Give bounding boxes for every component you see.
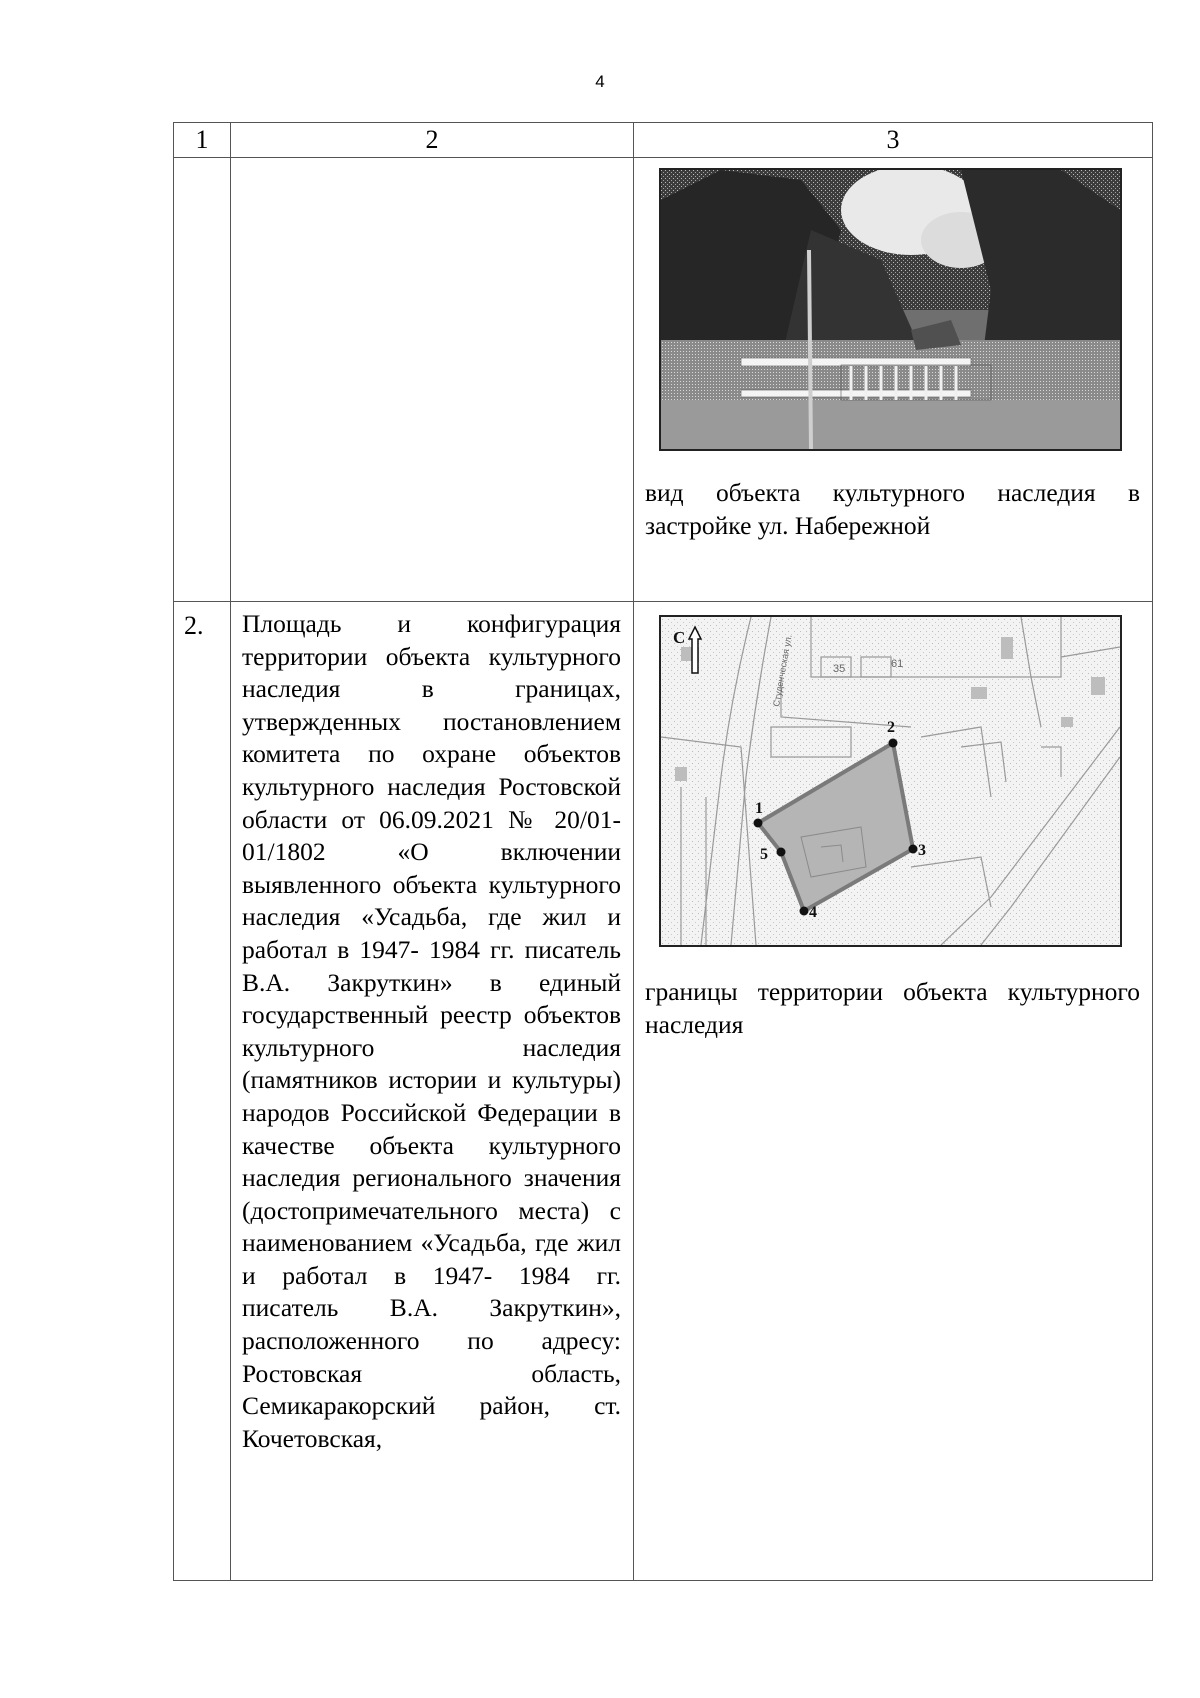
table-row [174,158,1153,602]
column-header-3: 3 [634,123,1153,158]
map-point-label: 5 [760,846,768,863]
street-label: Студенческая ул. [771,633,794,708]
row-description-cell [231,158,634,602]
parcel-label: 61 [891,658,904,670]
map-point-label: 4 [809,904,817,921]
row-image-cell [634,602,1153,1581]
map-caption: границы территории объекта культурного наследия [645,977,1140,1039]
page-number: 4 [595,72,605,91]
map-point-label: 2 [887,719,895,736]
parcel-label: 35 [833,663,846,675]
column-header-2: 2 [231,123,634,158]
photo-of-heritage-site [659,168,1122,451]
table-header-row [174,123,1153,158]
column-header-1: 1 [174,123,231,158]
table-row [174,602,1153,1581]
heritage-table [173,122,1153,1581]
svg-text:С: С [673,628,686,647]
boundary-map [659,615,1122,947]
map-point-label: 3 [918,842,926,859]
row-number-cell [174,158,231,602]
photo-caption: вид объекта культурного наследия в застройке ул. Набережной [645,478,1140,540]
row-number-cell: 2. [174,602,231,1581]
row-image-cell [634,158,1153,602]
row-description-cell: Площадь и конфигурация территории объекта культурного наследия в границах, утвержденных постановлением комитета по охране объектов культурного наследия Ростовской области от 06.09.2021 № 20/01-01/1802 «О включении выявленного объекта культурного наследия «Усадьба, где жил и работал в 1947- 1984 гг. писатель В.А. Закруткин» в единый государственный реестр объектов культурного наследия (памятников истории и культуры) народов Российской Федерации в качестве объекта культурного наследия регионального значения (достопримечательного места) с наименованием «Усадьба, где жил и работал в 1947- 1984 гг. писатель В.А. Закруткин», расположенного по адресу: Ростовская область, Семикаракорский район, ст. Кочетовская, [231,602,634,1581]
map-point-label: 1 [755,800,763,817]
